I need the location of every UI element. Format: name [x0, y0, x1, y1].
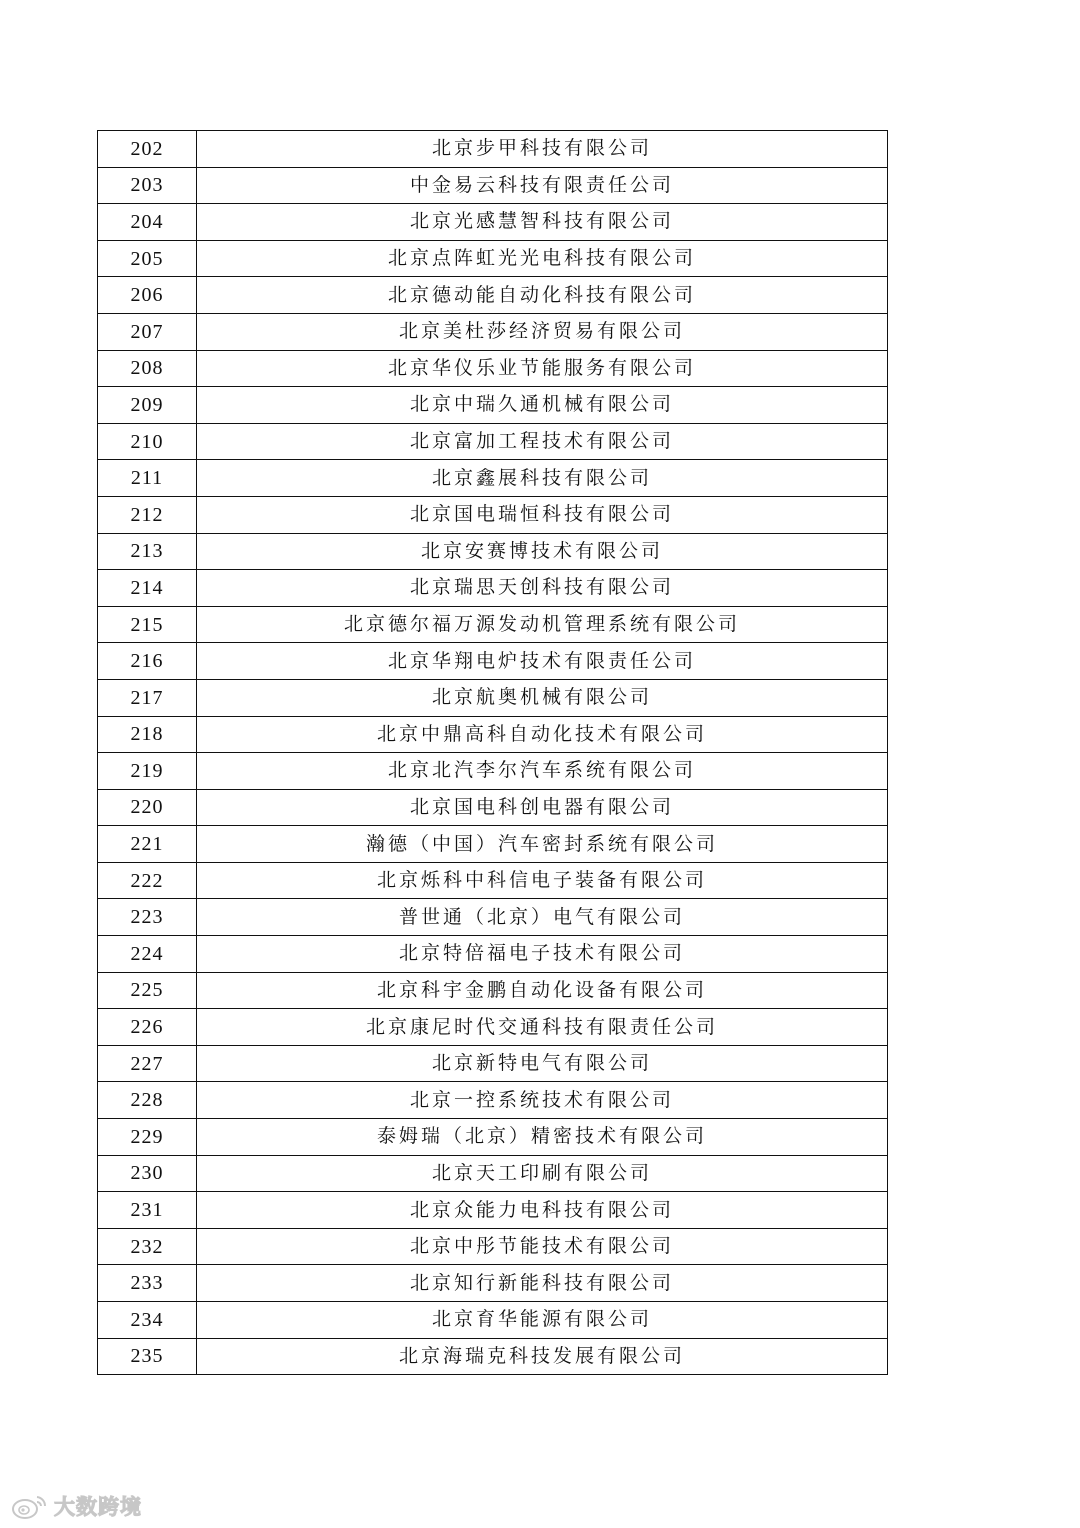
table-row [98, 789, 888, 826]
row-number: 234 [98, 1302, 197, 1339]
table-row [98, 240, 888, 277]
row-number: 212 [98, 496, 197, 533]
row-number: 217 [98, 679, 197, 716]
row-number: 206 [98, 277, 197, 314]
row-number: 222 [98, 862, 197, 899]
table-row [98, 1045, 888, 1082]
company-name: 北京德尔福万源发动机管理系统有限公司 [197, 606, 888, 643]
company-name: 北京新特电气有限公司 [197, 1045, 888, 1082]
company-name: 北京航奥机械有限公司 [197, 679, 888, 716]
row-number: 211 [98, 460, 197, 497]
row-number: 221 [98, 826, 197, 863]
company-name: 北京瑞思天创科技有限公司 [197, 570, 888, 607]
row-number: 224 [98, 936, 197, 973]
table-row [98, 204, 888, 241]
table-row [98, 350, 888, 387]
row-number: 225 [98, 972, 197, 1009]
company-name: 中金易云科技有限责任公司 [197, 167, 888, 204]
table-row [98, 716, 888, 753]
company-name: 北京科宇金鹏自动化设备有限公司 [197, 972, 888, 1009]
company-name: 北京众能力电科技有限公司 [197, 1192, 888, 1229]
row-number: 226 [98, 1009, 197, 1046]
table-row [98, 496, 888, 533]
table-row [98, 1119, 888, 1156]
table-row [98, 606, 888, 643]
company-name: 泰姆瑞（北京）精密技术有限公司 [197, 1119, 888, 1156]
row-number: 229 [98, 1119, 197, 1156]
table-row [98, 131, 888, 168]
table-row [98, 313, 888, 350]
table-row [98, 1302, 888, 1339]
table-row [98, 387, 888, 424]
weibo-logo-icon [10, 1491, 48, 1521]
company-name: 北京鑫展科技有限公司 [197, 460, 888, 497]
company-name: 北京康尼时代交通科技有限责任公司 [197, 1009, 888, 1046]
table-row [98, 533, 888, 570]
company-name: 北京安赛博技术有限公司 [197, 533, 888, 570]
company-name: 北京天工印刷有限公司 [197, 1155, 888, 1192]
company-name: 北京海瑞克科技发展有限公司 [197, 1338, 888, 1375]
company-name: 北京步甲科技有限公司 [197, 131, 888, 168]
row-number: 215 [98, 606, 197, 643]
table-row [98, 277, 888, 314]
table-row [98, 936, 888, 973]
row-number: 204 [98, 204, 197, 241]
table-row [98, 1228, 888, 1265]
table-row [98, 423, 888, 460]
row-number: 218 [98, 716, 197, 753]
row-number: 231 [98, 1192, 197, 1229]
row-number: 203 [98, 167, 197, 204]
table-row [98, 753, 888, 790]
row-number: 232 [98, 1228, 197, 1265]
table-row [98, 972, 888, 1009]
row-number: 220 [98, 789, 197, 826]
table-row [98, 899, 888, 936]
watermark [10, 1488, 142, 1524]
table-row [98, 1155, 888, 1192]
table-row [98, 460, 888, 497]
company-name: 北京美杜莎经济贸易有限公司 [197, 313, 888, 350]
company-list-table [97, 130, 888, 1375]
table-row [98, 862, 888, 899]
table-body [98, 131, 888, 1375]
row-number: 227 [98, 1045, 197, 1082]
company-name: 北京德动能自动化科技有限公司 [197, 277, 888, 314]
company-name: 北京北汽李尔汽车系统有限公司 [197, 753, 888, 790]
company-name: 北京光感慧智科技有限公司 [197, 204, 888, 241]
company-name: 北京一控系统技术有限公司 [197, 1082, 888, 1119]
row-number: 235 [98, 1338, 197, 1375]
table-row [98, 1009, 888, 1046]
row-number: 223 [98, 899, 197, 936]
company-name: 瀚德（中国）汽车密封系统有限公司 [197, 826, 888, 863]
company-name: 北京中彤节能技术有限公司 [197, 1228, 888, 1265]
watermark-text: 大数跨境 [54, 1495, 142, 1519]
company-name: 北京华仪乐业节能服务有限公司 [197, 350, 888, 387]
row-number: 216 [98, 643, 197, 680]
row-number: 209 [98, 387, 197, 424]
table-row [98, 1192, 888, 1229]
company-name: 北京知行新能科技有限公司 [197, 1265, 888, 1302]
company-name: 北京烁科中科信电子装备有限公司 [197, 862, 888, 899]
company-name: 北京点阵虹光光电科技有限公司 [197, 240, 888, 277]
row-number: 202 [98, 131, 197, 168]
table-row [98, 826, 888, 863]
company-name: 北京育华能源有限公司 [197, 1302, 888, 1339]
company-name: 北京中瑞久通机械有限公司 [197, 387, 888, 424]
row-number: 208 [98, 350, 197, 387]
row-number: 205 [98, 240, 197, 277]
company-name: 北京中鼎高科自动化技术有限公司 [197, 716, 888, 753]
company-name: 北京国电科创电器有限公司 [197, 789, 888, 826]
table-row [98, 1265, 888, 1302]
table-row [98, 167, 888, 204]
table-row [98, 570, 888, 607]
company-name: 北京富加工程技术有限公司 [197, 423, 888, 460]
table-row [98, 1082, 888, 1119]
company-name: 北京特倍福电子技术有限公司 [197, 936, 888, 973]
company-name: 普世通（北京）电气有限公司 [197, 899, 888, 936]
row-number: 219 [98, 753, 197, 790]
row-number: 213 [98, 533, 197, 570]
row-number: 207 [98, 313, 197, 350]
row-number: 228 [98, 1082, 197, 1119]
table-row [98, 1338, 888, 1375]
row-number: 230 [98, 1155, 197, 1192]
table-row [98, 643, 888, 680]
row-number: 214 [98, 570, 197, 607]
row-number: 210 [98, 423, 197, 460]
company-name: 北京华翔电炉技术有限责任公司 [197, 643, 888, 680]
table-row [98, 679, 888, 716]
row-number: 233 [98, 1265, 197, 1302]
company-name: 北京国电瑞恒科技有限公司 [197, 496, 888, 533]
